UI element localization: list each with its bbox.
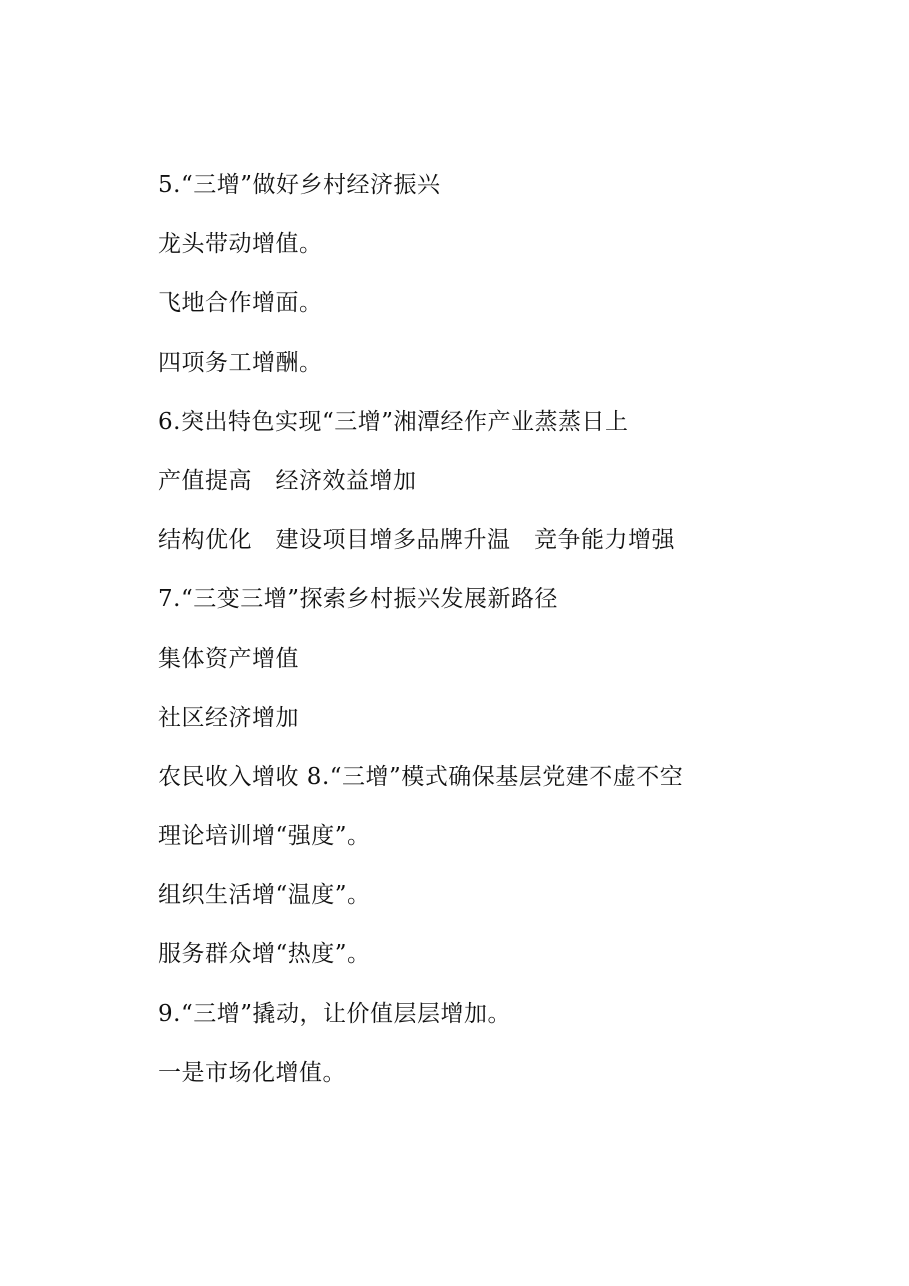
paragraph-line: 组织生活增“温度”。 — [158, 882, 371, 909]
paragraph-line: 龙头带动增值。 — [158, 231, 323, 258]
paragraph-line: 飞地合作增面。 — [158, 290, 323, 317]
paragraph-line: 产值提高 经济效益增加 — [158, 467, 417, 494]
paragraph-line: 四项务工增酬。 — [158, 349, 323, 376]
paragraph-line: 社区经济增加 — [158, 704, 299, 731]
paragraph-line: 一是市场化增值。 — [158, 1059, 346, 1086]
section-heading-6: 6.突出特色实现“三增”湘潭经作产业蒸蒸日上 — [158, 408, 629, 435]
paragraph-line: 集体资产增值 — [158, 645, 299, 672]
section-heading-8: 农民收入增收 8.“三增”模式确保基层党建不虚不空 — [158, 763, 684, 790]
document-body — [158, 169, 858, 1116]
paragraph-line: 理论培训增“强度”。 — [158, 823, 371, 850]
paragraph-line: 结构优化 建设项目增多品牌升温 竞争能力增强 — [158, 527, 675, 554]
section-heading-9: 9.“三增”撬动，让价值层层增加。 — [158, 1000, 511, 1027]
section-heading-7: 7.“三变三增”探索乡村振兴发展新路径 — [158, 586, 558, 613]
paragraph-line: 服务群众增“热度”。 — [158, 941, 371, 968]
section-heading-5: 5.“三增”做好乡村经济振兴 — [158, 172, 441, 198]
